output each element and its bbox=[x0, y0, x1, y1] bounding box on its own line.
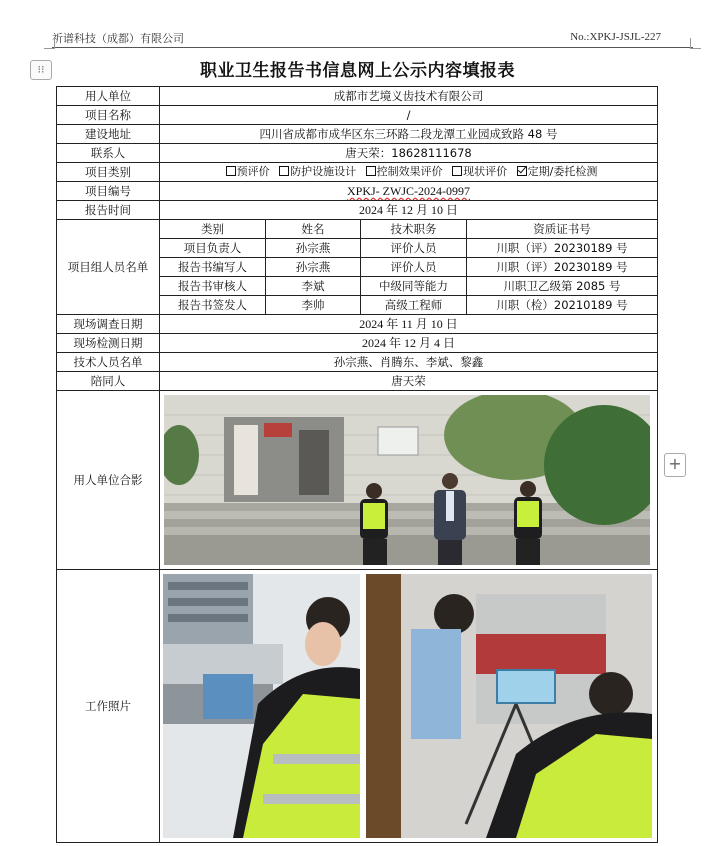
document-number: No.:XPKJ-JSJL-227 bbox=[570, 31, 661, 43]
tech-staff-value: 孙宗燕、肖腾东、李斌、黎鑫 bbox=[160, 353, 658, 372]
table-row bbox=[57, 106, 658, 125]
table-row bbox=[57, 391, 658, 570]
companion-label: 陪同人 bbox=[57, 372, 160, 391]
table-row bbox=[57, 125, 658, 144]
team-header: 类别 bbox=[160, 220, 266, 239]
contact-value: 唐天荣：18628111678 bbox=[160, 144, 658, 163]
table-row bbox=[57, 182, 658, 201]
member-name: 李帅 bbox=[266, 296, 361, 315]
table-row bbox=[57, 144, 658, 163]
project-no-label: 项目编号 bbox=[57, 182, 160, 201]
move-handle-icon[interactable]: ⁝⁝ bbox=[30, 60, 52, 80]
team-header: 姓名 bbox=[266, 220, 361, 239]
option-label: 控制效果评价 bbox=[376, 165, 443, 178]
work-photo-right bbox=[366, 574, 652, 838]
table-row bbox=[57, 220, 658, 239]
category-label: 项目类别 bbox=[57, 163, 160, 182]
table-row bbox=[57, 353, 658, 372]
member-name: 孙宗燕 bbox=[266, 239, 361, 258]
member-title: 评价人员 bbox=[361, 239, 467, 258]
work-photo-left-image bbox=[163, 574, 360, 838]
work-photo-right-image bbox=[366, 574, 652, 838]
project-name-value: / bbox=[160, 106, 658, 125]
page-title: 职业卫生报告书信息网上公示内容填报表 bbox=[200, 61, 515, 81]
work-photo-label: 工作照片 bbox=[57, 570, 160, 843]
employer-value: 成都市艺境义齿技术有限公司 bbox=[160, 87, 658, 106]
detect-date-label: 现场检测日期 bbox=[57, 334, 160, 353]
checkbox[interactable] bbox=[226, 166, 236, 176]
survey-date-label: 现场调查日期 bbox=[57, 315, 160, 334]
page-corner-mark bbox=[690, 38, 701, 49]
table-row bbox=[57, 315, 658, 334]
disclosure-form-table bbox=[56, 86, 658, 843]
address-label: 建设地址 bbox=[57, 125, 160, 144]
project-no-value: XPKJ- ZWJC-2024-0997 bbox=[347, 184, 470, 198]
tech-staff-label: 技术人员名单 bbox=[57, 353, 160, 372]
work-photo-left bbox=[163, 574, 360, 838]
member-cert: 川职卫乙级第 2085 号 bbox=[467, 277, 658, 296]
checkbox[interactable] bbox=[366, 166, 376, 176]
member-role: 报告书编写人 bbox=[160, 258, 266, 277]
option-label: 定期/委托检测 bbox=[527, 165, 598, 178]
team-header: 技术职务 bbox=[361, 220, 467, 239]
survey-date-value: 2024 年 11 月 10 日 bbox=[160, 315, 658, 334]
work-photos bbox=[160, 570, 657, 842]
checkbox-checked[interactable] bbox=[517, 166, 527, 176]
member-title: 中级同等能力 bbox=[361, 277, 467, 296]
table-row bbox=[57, 372, 658, 391]
option-label: 防护设施设计 bbox=[290, 165, 357, 178]
table-row bbox=[57, 201, 658, 220]
member-title: 高级工程师 bbox=[361, 296, 467, 315]
employer-label: 用人单位 bbox=[57, 87, 160, 106]
contact-label: 联系人 bbox=[57, 144, 160, 163]
companion-value: 唐天荣 bbox=[160, 372, 658, 391]
table-row bbox=[57, 570, 658, 843]
category-options bbox=[160, 163, 658, 182]
team-header: 资质证书号 bbox=[467, 220, 658, 239]
member-name: 孙宗燕 bbox=[266, 258, 361, 277]
member-role: 项目负责人 bbox=[160, 239, 266, 258]
member-role: 报告书签发人 bbox=[160, 296, 266, 315]
group-photo bbox=[164, 395, 650, 565]
header-divider bbox=[52, 47, 693, 48]
table-row bbox=[57, 334, 658, 353]
member-cert: 川职（评）20230189 号 bbox=[467, 258, 658, 277]
report-time-value: 2024 年 12 月 10 日 bbox=[160, 201, 658, 220]
project-name-label: 项目名称 bbox=[57, 106, 160, 125]
option-label: 现状评价 bbox=[463, 165, 508, 178]
plus-icon[interactable]: + bbox=[664, 453, 686, 477]
checkbox[interactable] bbox=[279, 166, 289, 176]
member-cert: 川职（评）20230189 号 bbox=[467, 239, 658, 258]
member-role: 报告书审核人 bbox=[160, 277, 266, 296]
group-photo-label: 用人单位合影 bbox=[57, 391, 160, 570]
page-corner-mark bbox=[44, 38, 55, 49]
table-row bbox=[57, 87, 658, 106]
company-name: 祈谱科技（成都）有限公司 bbox=[52, 32, 184, 45]
member-name: 李斌 bbox=[266, 277, 361, 296]
checkbox[interactable] bbox=[452, 166, 462, 176]
table-row bbox=[57, 163, 658, 182]
detect-date-value: 2024 年 12 月 4 日 bbox=[160, 334, 658, 353]
team-label: 项目组人员名单 bbox=[57, 220, 160, 315]
address-value: 四川省成都市成华区东三环路二段龙潭工业园成致路 48 号 bbox=[160, 125, 658, 144]
report-time-label: 报告时间 bbox=[57, 201, 160, 220]
group-photo-image bbox=[164, 395, 650, 565]
member-title: 评价人员 bbox=[361, 258, 467, 277]
member-cert: 川职（检）20210189 号 bbox=[467, 296, 658, 315]
option-label: 预评价 bbox=[236, 165, 270, 178]
